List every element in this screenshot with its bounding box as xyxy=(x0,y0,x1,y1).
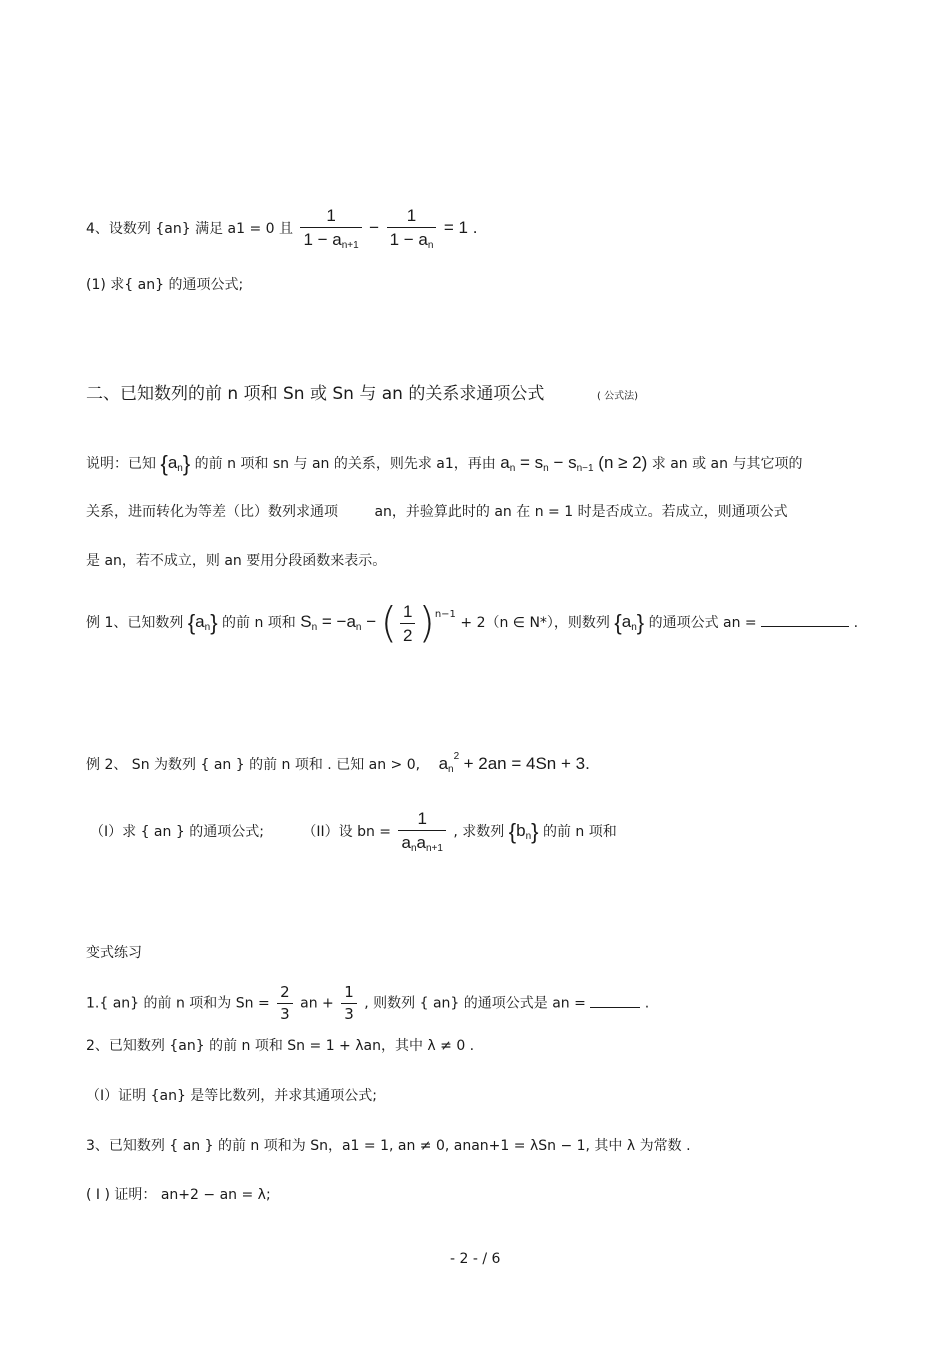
v1-b: an + xyxy=(300,995,334,1012)
fraction-1: $\frac{1}{1 - an+1}$ xyxy=(300,207,361,251)
ex1-formula: Sn = −an − xyxy=(300,612,377,633)
problem-4-q1: (1) 求{ an} 的通项公式; xyxy=(86,277,244,293)
ex1-b: 的前 n 项和 xyxy=(222,615,296,631)
answer-blank[interactable] xyxy=(761,626,849,627)
page-number: - 2 - / 6 xyxy=(450,1251,501,1267)
ex2-q2b: , 求数列 xyxy=(453,824,505,840)
example-2-questions: （I）求 { an } 的通项公式; （II）设 bn = $\frac{1}{\text{anan+1}}$ , 求数列 {bn} 的前 n 项和 xyxy=(90,809,617,854)
explain-line-1 xyxy=(86,453,802,475)
explain-l2-a: 关系，进而转化为等差（比）数列求通项 xyxy=(86,504,338,520)
ex1-c: + 2（n ∈ N*），则数列 xyxy=(460,615,610,631)
variant-3: 3、已知数列 { an } 的前 n 项和为 Sn，a1 = 1, an ≠ 0, anan+1 = λSn − 1, 其中 λ 为常数 . xyxy=(86,1138,691,1154)
variant-title: 变式练习 xyxy=(86,945,142,961)
explain-line-3: 是 an，若不成立，则 an 要用分段函数来表示。 xyxy=(86,553,387,569)
explain-l1-a: 说明：已知 xyxy=(86,456,156,472)
section-2-title: 二、已知数列的前 n 项和 Sn 或 Sn 与 an 的关系求通项公式 xyxy=(86,384,545,404)
variant-1-blank[interactable] xyxy=(590,1007,640,1008)
fraction-2: $\frac{1}{1 - an}$ xyxy=(387,207,437,251)
ex2-q2c: 的前 n 项和 xyxy=(542,824,617,840)
variant-3-q1: ( I ) 证明： an+2 − an = λ; xyxy=(86,1187,271,1203)
example-1: 例 1、已知数列 {an} 的前 n 项和 Sn = −an − ( $\frac{1}{2}$ )$^{n-1}$ + 2（n ∈ N*），则数列 {an} 的通项公式 an = . xyxy=(86,598,859,647)
explain-line-2 xyxy=(86,505,788,519)
explain-l1-b: 的前 n 项和 sn 与 an 的关系，则先求 a1，再由 xyxy=(194,456,496,472)
v1-c: , 则数列 { an} 的通项公式是 an = xyxy=(364,995,586,1012)
variant-2: 2、已知数列 {an} 的前 n 项和 Sn = 1 + λan，其中 λ ≠ 0 . xyxy=(86,1038,475,1054)
ex2-q2a: （II）设 bn = xyxy=(302,824,392,840)
explain-l1-c: 求 an 或 an 与其它项的 xyxy=(651,456,803,472)
ex2-l1: 例 2、 Sn 为数列 { an } 的前 n 项和 . 已知 an > 0, xyxy=(86,757,421,773)
ex1-a: 例 1、已知数列 xyxy=(86,615,184,631)
explain-l2-b: an，并验算此时的 an 在 n = 1 时是否成立。若成立，则通项公式 xyxy=(374,504,788,520)
example-2: 例 2、 Sn 为数列 { an } 的前 n 项和 . 已知 an > 0, $an^2 + 2an = 4Sn + 3$. xyxy=(86,751,590,775)
problem-4-intro: 4、设数列 {an} 满足 a1 = 0 且 xyxy=(86,221,293,237)
ex2-q1: （I）求 { an } 的通项公式; xyxy=(90,824,264,840)
problem-4-statement: 4、设数列 {an} 满足 a1 = 0 且 $\frac{1}{1 - an+1}$ − $\frac{1}{1 - an}$ = 1 . xyxy=(86,206,478,251)
section-2-note: ( 公式法) xyxy=(597,391,638,402)
variant-1: 1.{ an} 的前 n 项和为 Sn = $\frac{2}{3}$ an + $\frac{1}{3}$ , 则数列 { an} 的通项公式是 an = . xyxy=(86,983,650,1023)
variant-2-q1: （I）证明 {an} 是等比数列，并求其通项公式; xyxy=(86,1088,378,1104)
sequence-an-symbol: {an} xyxy=(160,451,191,476)
fraction-bn: $\frac{1}{\text{anan+1}}$ xyxy=(398,810,445,854)
ex1-d: 的通项公式 an = xyxy=(648,615,757,631)
v1-a: 1.{ an} 的前 n 项和为 Sn = xyxy=(86,995,270,1012)
recurrence-formula: an = sn − sn−1 (n ≥ 2) xyxy=(500,453,648,474)
problem-4-rhs: = 1 . xyxy=(443,218,478,237)
ex2-eq: + 2an = 4Sn + 3. xyxy=(463,754,590,773)
